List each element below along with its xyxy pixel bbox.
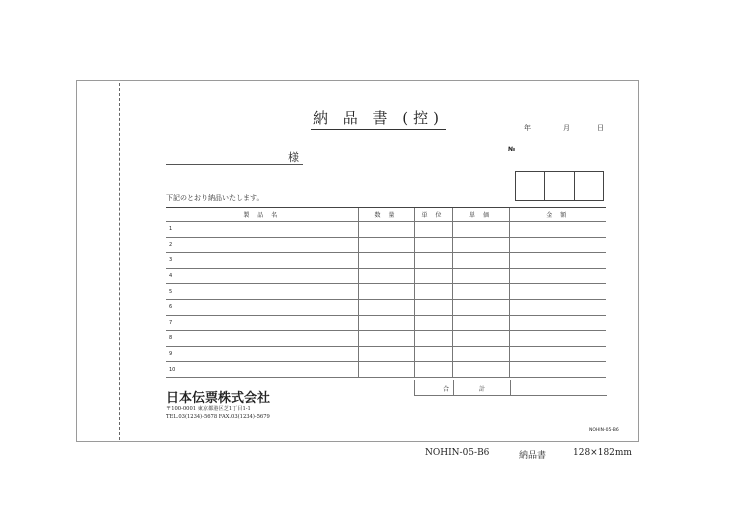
table-cell xyxy=(358,222,414,238)
date-year-label: 年 xyxy=(524,124,531,132)
form-title: 納 品 書 (控) xyxy=(311,107,446,130)
table-cell xyxy=(358,253,414,269)
form-code-small: NOHIN-05-B6 xyxy=(589,428,619,433)
table-row xyxy=(166,253,606,269)
table-cell xyxy=(358,315,414,331)
table-cell xyxy=(509,268,606,284)
table-cell xyxy=(358,331,414,347)
table-cell xyxy=(452,362,509,378)
row-number: 8 xyxy=(166,331,358,347)
header-unit-price: 単 価 xyxy=(452,208,509,222)
table-row xyxy=(166,331,606,347)
header-unit: 単 位 xyxy=(414,208,452,222)
intro-text: 下記のとおり納品いたします。 xyxy=(166,194,264,202)
row-number: 3 xyxy=(166,253,358,269)
table-cell xyxy=(452,253,509,269)
table-cell xyxy=(414,315,452,331)
honorific-sama: 様 xyxy=(288,151,299,164)
company-address: 〒100-0001 東京都港区芝1丁目1-1 xyxy=(166,406,251,412)
header-amount: 金 額 xyxy=(509,208,606,222)
table-cell xyxy=(452,299,509,315)
table-cell xyxy=(452,268,509,284)
table-cell xyxy=(452,284,509,300)
table-row xyxy=(166,315,606,331)
table-cell xyxy=(452,222,509,238)
number-label: № xyxy=(508,146,516,153)
row-number: 10 xyxy=(166,362,358,378)
table-cell xyxy=(414,222,452,238)
footer-size: 128×182mm xyxy=(573,448,632,458)
table-row xyxy=(166,346,606,362)
table-cell xyxy=(414,284,452,300)
table-cell xyxy=(452,237,509,253)
table-cell xyxy=(452,331,509,347)
table-cell xyxy=(358,299,414,315)
stamp-box xyxy=(575,172,603,200)
table-row xyxy=(166,299,606,315)
table-row xyxy=(166,222,606,238)
header-product-name: 製 品 名 xyxy=(166,208,358,222)
table-cell xyxy=(414,346,452,362)
footer-name: 納品書 xyxy=(519,451,547,461)
table-cell xyxy=(358,346,414,362)
items-table xyxy=(166,207,606,378)
table-cell xyxy=(414,268,452,284)
table-cell xyxy=(414,299,452,315)
table-cell xyxy=(414,253,452,269)
footer-code: NOHIN-05-B6 xyxy=(425,448,490,458)
header-quantity: 数 量 xyxy=(358,208,414,222)
row-number: 2 xyxy=(166,237,358,253)
table-cell xyxy=(509,222,606,238)
table-header-row xyxy=(166,208,606,222)
stamp-boxes xyxy=(515,171,604,201)
company-phone: TEL.03(1234)-5678 FAX.03(1234)-5679 xyxy=(166,414,270,420)
stamp-box xyxy=(545,172,574,200)
row-number: 6 xyxy=(166,299,358,315)
total-label: 合 計 xyxy=(443,386,499,393)
table-cell xyxy=(414,331,452,347)
row-number: 7 xyxy=(166,315,358,331)
table-cell xyxy=(452,346,509,362)
recipient-line xyxy=(166,164,303,165)
table-cell xyxy=(509,346,606,362)
table-cell xyxy=(509,253,606,269)
table-row xyxy=(166,362,606,378)
table-cell xyxy=(509,284,606,300)
table-cell xyxy=(452,315,509,331)
date-month-label: 月 xyxy=(563,124,570,132)
table-cell xyxy=(358,362,414,378)
table-cell xyxy=(358,268,414,284)
row-number: 5 xyxy=(166,284,358,300)
table-cell xyxy=(509,315,606,331)
table-cell xyxy=(509,237,606,253)
row-number: 9 xyxy=(166,346,358,362)
table-cell xyxy=(358,237,414,253)
stamp-box xyxy=(516,172,545,200)
table-row xyxy=(166,237,606,253)
table-cell xyxy=(509,299,606,315)
date-day-label: 日 xyxy=(597,124,604,132)
row-number: 4 xyxy=(166,268,358,284)
table-cell xyxy=(414,362,452,378)
table-row xyxy=(166,284,606,300)
row-number: 1 xyxy=(166,222,358,238)
table-cell xyxy=(358,284,414,300)
table-row xyxy=(166,268,606,284)
perforation-line xyxy=(119,83,120,440)
table-cell xyxy=(414,237,452,253)
company-name: 日本伝票株式会社 xyxy=(166,391,271,406)
table-cell xyxy=(509,362,606,378)
table-cell xyxy=(509,331,606,347)
